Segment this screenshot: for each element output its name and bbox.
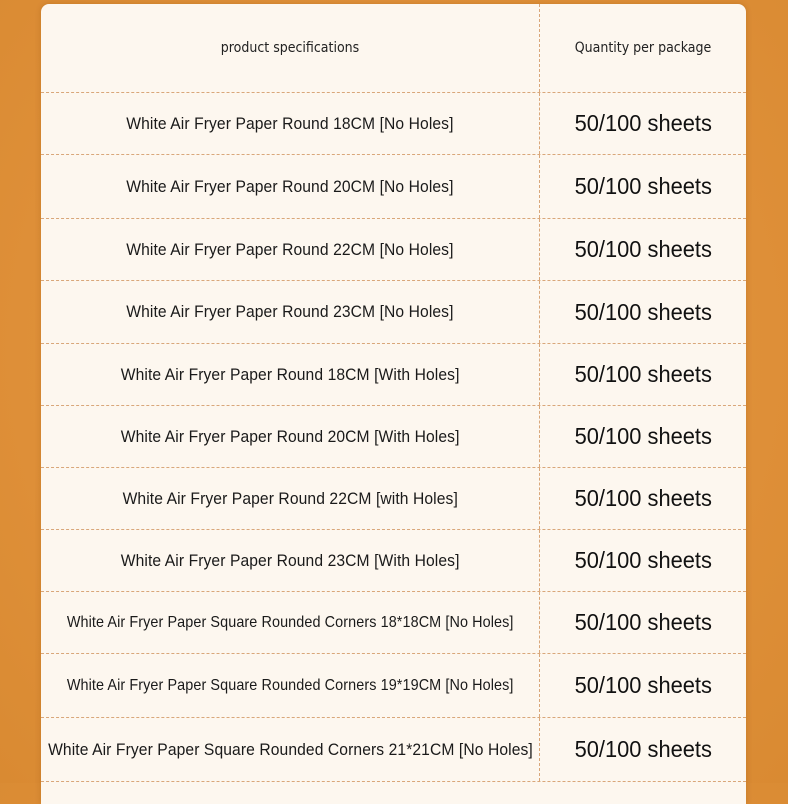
qty-cell [540, 281, 746, 343]
spec-text: White Air Fryer Paper Round 23CM [No Holes] [126, 302, 454, 321]
qty-cell [540, 406, 746, 467]
spec-text: White Air Fryer Paper Round 23CM [With Holes] [120, 550, 460, 570]
header-spec [41, 4, 540, 92]
qty-text: 50/100 sheets [574, 110, 712, 136]
spec-cell [41, 219, 540, 280]
spec-table [41, 4, 746, 782]
qty-text: 50/100 sheets [574, 547, 712, 573]
spec-cell [41, 155, 540, 218]
header-spec-label: product specifications [220, 40, 360, 56]
spec-text: White Air Fryer Paper Round 22CM [with Holes] [122, 488, 458, 508]
qty-cell [540, 468, 746, 529]
spec-text: White Air Fryer Paper Square Rounded Corners 18*18CM [No Holes] [66, 613, 514, 631]
qty-cell [540, 530, 746, 591]
qty-text: 50/100 sheets [574, 485, 712, 511]
spec-cell [41, 468, 540, 529]
qty-text: 50/100 sheets [574, 736, 712, 762]
table-header-row [41, 4, 746, 93]
qty-text: 50/100 sheets [574, 423, 712, 449]
qty-text: 50/100 sheets [574, 672, 712, 698]
spec-cell [41, 93, 540, 154]
qty-cell [540, 654, 746, 717]
table-row [41, 93, 746, 155]
spec-text: White Air Fryer Paper Square Rounded Corners 21*21CM [No Holes] [47, 739, 533, 759]
table-row [41, 592, 746, 654]
spec-cell [41, 718, 540, 781]
qty-cell [540, 718, 746, 781]
spec-text: White Air Fryer Paper Round 18CM [No Holes] [126, 113, 454, 133]
table-row [41, 406, 746, 468]
qty-text: 50/100 sheets [574, 236, 712, 262]
table-row [41, 654, 746, 718]
spec-text: White Air Fryer Paper Round 18CM [With Holes] [120, 364, 460, 384]
qty-cell [540, 592, 746, 653]
spec-text: White Air Fryer Paper Square Rounded Corners 19*19CM [No Holes] [66, 676, 514, 694]
table-row [41, 281, 746, 344]
qty-cell [540, 344, 746, 405]
spec-text: White Air Fryer Paper Round 20CM [With Holes] [120, 426, 460, 446]
spec-cell [41, 406, 540, 467]
table-row [41, 219, 746, 281]
qty-text: 50/100 sheets [574, 361, 712, 387]
qty-cell [540, 93, 746, 154]
spec-cell [41, 344, 540, 405]
spec-text: White Air Fryer Paper Round 20CM [No Holes] [126, 176, 454, 196]
spec-text: White Air Fryer Paper Round 22CM [No Holes] [126, 239, 454, 259]
spec-cell [41, 592, 540, 653]
spec-cell [41, 530, 540, 591]
header-qty-label: Quantity per package [574, 40, 712, 56]
qty-text: 50/100 sheets [574, 609, 712, 635]
qty-text: 50/100 sheets [574, 173, 712, 199]
spec-cell [41, 654, 540, 717]
header-qty [540, 4, 746, 92]
table-row [41, 155, 746, 219]
table-row [41, 344, 746, 406]
table-row [41, 468, 746, 530]
qty-text: 50/100 sheets [574, 298, 712, 325]
qty-cell [540, 155, 746, 218]
spec-cell [41, 281, 540, 343]
table-row [41, 530, 746, 592]
spec-card [41, 4, 746, 804]
table-row [41, 718, 746, 782]
qty-cell [540, 219, 746, 280]
